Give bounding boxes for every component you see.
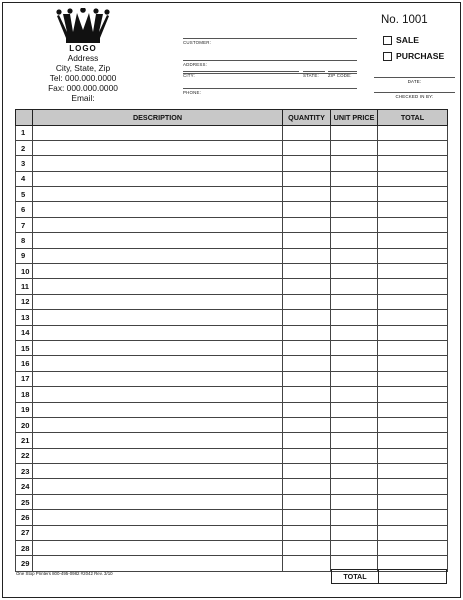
unit-price-cell[interactable] xyxy=(331,264,378,279)
row-number: 15 xyxy=(16,340,33,355)
description-cell[interactable] xyxy=(33,479,283,494)
city-label: CITY: xyxy=(183,73,195,78)
table-row xyxy=(16,279,448,294)
description-cell[interactable] xyxy=(33,294,283,309)
quantity-cell[interactable] xyxy=(283,294,331,309)
address-label: ADDRESS: xyxy=(183,62,208,67)
sale-option[interactable] xyxy=(383,35,419,45)
quantity-cell[interactable] xyxy=(283,417,331,432)
company-tel: Tel: 000.000.0000 xyxy=(49,73,117,83)
unit-price-cell[interactable] xyxy=(331,356,378,371)
order-number: No. 1001 xyxy=(381,14,428,26)
unit-price-cell[interactable] xyxy=(331,541,378,556)
date-field[interactable] xyxy=(374,77,455,84)
quantity-cell[interactable] xyxy=(283,356,331,371)
grand-total-label: TOTAL xyxy=(332,570,379,583)
table-row xyxy=(16,202,448,217)
total-cell[interactable] xyxy=(378,525,448,540)
table-row xyxy=(16,525,448,540)
col-header-quantity: QUANTITY xyxy=(283,110,331,126)
unit-price-cell[interactable] xyxy=(331,279,378,294)
total-cell[interactable] xyxy=(378,171,448,186)
purchase-option[interactable] xyxy=(383,51,444,61)
row-number: 23 xyxy=(16,464,33,479)
row-number: 8 xyxy=(16,233,33,248)
quantity-cell[interactable] xyxy=(283,510,331,525)
quantity-cell[interactable] xyxy=(283,310,331,325)
description-cell[interactable] xyxy=(33,233,283,248)
quantity-cell[interactable] xyxy=(283,387,331,402)
unit-price-cell[interactable] xyxy=(331,310,378,325)
table-row xyxy=(16,433,448,448)
quantity-cell[interactable] xyxy=(283,171,331,186)
quantity-cell[interactable] xyxy=(283,248,331,263)
row-number: 16 xyxy=(16,356,33,371)
unit-price-cell[interactable] xyxy=(331,371,378,386)
row-number: 14 xyxy=(16,325,33,340)
row-number: 4 xyxy=(16,171,33,186)
description-cell[interactable] xyxy=(33,541,283,556)
unit-price-cell[interactable] xyxy=(331,464,378,479)
unit-price-cell[interactable] xyxy=(331,433,378,448)
table-row xyxy=(16,325,448,340)
total-cell[interactable] xyxy=(378,125,448,140)
quantity-cell[interactable] xyxy=(283,125,331,140)
total-cell[interactable] xyxy=(378,140,448,155)
unit-price-cell[interactable] xyxy=(331,494,378,509)
col-header-description: DESCRIPTION xyxy=(33,110,283,126)
total-cell[interactable] xyxy=(378,402,448,417)
description-cell[interactable] xyxy=(33,556,283,571)
quantity-cell[interactable] xyxy=(283,479,331,494)
row-number: 13 xyxy=(16,310,33,325)
table-row xyxy=(16,417,448,432)
table-row xyxy=(16,233,448,248)
description-cell[interactable] xyxy=(33,171,283,186)
quantity-cell[interactable] xyxy=(283,494,331,509)
total-cell[interactable] xyxy=(378,325,448,340)
description-cell[interactable] xyxy=(33,202,283,217)
unit-price-cell[interactable] xyxy=(331,387,378,402)
description-cell[interactable] xyxy=(33,433,283,448)
table-row xyxy=(16,140,448,155)
description-cell[interactable] xyxy=(33,417,283,432)
description-cell[interactable] xyxy=(33,140,283,155)
unit-price-cell[interactable] xyxy=(331,233,378,248)
unit-price-cell[interactable] xyxy=(331,325,378,340)
total-cell[interactable] xyxy=(378,202,448,217)
total-cell[interactable] xyxy=(378,233,448,248)
city-field[interactable] xyxy=(183,71,299,79)
total-cell[interactable] xyxy=(378,448,448,463)
table-row xyxy=(16,264,448,279)
table-row xyxy=(16,464,448,479)
col-header-total: TOTAL xyxy=(378,110,448,126)
col-header-number xyxy=(16,110,33,126)
row-number: 6 xyxy=(16,202,33,217)
quantity-cell[interactable] xyxy=(283,217,331,232)
description-cell[interactable] xyxy=(33,448,283,463)
company-fax: Fax: 000.000.0000 xyxy=(48,83,118,93)
table-row xyxy=(16,125,448,140)
description-cell[interactable] xyxy=(33,156,283,171)
row-number: 5 xyxy=(16,187,33,202)
unit-price-cell[interactable] xyxy=(331,402,378,417)
printer-credit: One Stop Printers 800-495-0982 #2042 Rev. 3/10 xyxy=(16,571,113,576)
row-number: 29 xyxy=(16,556,33,571)
table-row xyxy=(16,356,448,371)
purchase-label: PURCHASE xyxy=(396,51,445,61)
quantity-cell[interactable] xyxy=(283,279,331,294)
quantity-cell[interactable] xyxy=(283,264,331,279)
row-number: 20 xyxy=(16,417,33,432)
zip-field[interactable] xyxy=(328,71,357,79)
quantity-cell[interactable] xyxy=(283,187,331,202)
quantity-cell[interactable] xyxy=(283,140,331,155)
row-number: 2 xyxy=(16,140,33,155)
customer-label: CUSTOMER: xyxy=(183,40,212,45)
crown-logo-icon xyxy=(53,8,113,44)
total-cell[interactable] xyxy=(378,541,448,556)
table-row xyxy=(16,340,448,355)
quantity-cell[interactable] xyxy=(283,525,331,540)
unit-price-cell[interactable] xyxy=(331,525,378,540)
row-number: 17 xyxy=(16,371,33,386)
total-cell[interactable] xyxy=(378,417,448,432)
unit-price-cell[interactable] xyxy=(331,340,378,355)
sale-checkbox[interactable] xyxy=(383,36,392,45)
unit-price-cell[interactable] xyxy=(331,125,378,140)
row-number: 12 xyxy=(16,294,33,309)
phone-label: PHONE: xyxy=(183,90,202,95)
company-city-state-zip: City, State, Zip xyxy=(55,63,111,73)
purchase-checkbox[interactable] xyxy=(383,52,392,61)
col-header-unit-price: UNIT PRICE xyxy=(331,110,378,126)
row-number: 28 xyxy=(16,541,33,556)
total-cell[interactable] xyxy=(378,310,448,325)
row-number: 22 xyxy=(16,448,33,463)
row-number: 24 xyxy=(16,479,33,494)
table-row xyxy=(16,187,448,202)
quantity-cell[interactable] xyxy=(283,433,331,448)
unit-price-cell[interactable] xyxy=(331,140,378,155)
row-number: 7 xyxy=(16,217,33,232)
company-email: Email: xyxy=(71,93,95,103)
logo-label: LOGO xyxy=(69,44,97,53)
row-number: 26 xyxy=(16,510,33,525)
description-cell[interactable] xyxy=(33,248,283,263)
unit-price-cell[interactable] xyxy=(331,171,378,186)
address-field[interactable] xyxy=(183,49,357,67)
row-number: 21 xyxy=(16,433,33,448)
row-number: 11 xyxy=(16,279,33,294)
description-cell[interactable] xyxy=(33,187,283,202)
description-cell[interactable] xyxy=(33,217,283,232)
table-row xyxy=(16,448,448,463)
description-cell[interactable] xyxy=(33,494,283,509)
description-cell[interactable] xyxy=(33,356,283,371)
quantity-cell[interactable] xyxy=(283,541,331,556)
total-cell[interactable] xyxy=(378,217,448,232)
state-label: STATE: xyxy=(303,73,319,78)
company-address: Address xyxy=(67,53,99,63)
description-cell[interactable] xyxy=(33,510,283,525)
unit-price-cell[interactable] xyxy=(331,202,378,217)
description-cell[interactable] xyxy=(33,402,283,417)
table-header-row xyxy=(16,110,448,126)
total-cell[interactable] xyxy=(378,340,448,355)
table-row xyxy=(16,494,448,509)
checked-by-label: CHECKED IN BY: xyxy=(395,94,434,99)
table-row xyxy=(16,294,448,309)
table-row xyxy=(16,217,448,232)
row-number: 27 xyxy=(16,525,33,540)
description-cell[interactable] xyxy=(33,310,283,325)
description-cell[interactable] xyxy=(33,325,283,340)
row-number: 18 xyxy=(16,387,33,402)
table-row xyxy=(16,156,448,171)
description-cell[interactable] xyxy=(33,464,283,479)
table-row xyxy=(16,510,448,525)
table-row xyxy=(16,479,448,494)
total-cell[interactable] xyxy=(378,479,448,494)
row-number: 1 xyxy=(16,125,33,140)
total-cell[interactable] xyxy=(378,248,448,263)
unit-price-cell[interactable] xyxy=(331,479,378,494)
unit-price-cell[interactable] xyxy=(331,217,378,232)
unit-price-cell[interactable] xyxy=(331,187,378,202)
total-cell[interactable] xyxy=(378,371,448,386)
description-cell[interactable] xyxy=(33,371,283,386)
quantity-cell[interactable] xyxy=(283,464,331,479)
row-number: 9 xyxy=(16,248,33,263)
total-cell[interactable] xyxy=(378,279,448,294)
state-field[interactable] xyxy=(303,71,325,79)
unit-price-cell[interactable] xyxy=(331,156,378,171)
unit-price-cell[interactable] xyxy=(331,294,378,309)
total-cell[interactable] xyxy=(378,510,448,525)
quantity-cell[interactable] xyxy=(283,371,331,386)
table-row xyxy=(16,541,448,556)
total-cell[interactable] xyxy=(378,433,448,448)
checked-by-field[interactable] xyxy=(374,92,455,99)
description-cell[interactable] xyxy=(33,525,283,540)
unit-price-cell[interactable] xyxy=(331,448,378,463)
total-cell[interactable] xyxy=(378,356,448,371)
company-block xyxy=(38,8,128,103)
description-cell[interactable] xyxy=(33,340,283,355)
table-row xyxy=(16,171,448,186)
quantity-cell[interactable] xyxy=(283,233,331,248)
unit-price-cell[interactable] xyxy=(331,248,378,263)
quantity-cell[interactable] xyxy=(283,340,331,355)
description-cell[interactable] xyxy=(33,279,283,294)
customer-field[interactable] xyxy=(183,27,357,45)
total-cell[interactable] xyxy=(378,294,448,309)
row-number: 19 xyxy=(16,402,33,417)
total-cell[interactable] xyxy=(378,187,448,202)
table-row xyxy=(16,310,448,325)
row-number: 10 xyxy=(16,264,33,279)
grand-total-box xyxy=(331,569,447,584)
date-label: DATE: xyxy=(407,79,422,84)
quantity-cell[interactable] xyxy=(283,556,331,571)
unit-price-cell[interactable] xyxy=(331,510,378,525)
quantity-cell[interactable] xyxy=(283,325,331,340)
sale-label: SALE xyxy=(396,35,419,45)
total-cell[interactable] xyxy=(378,264,448,279)
description-cell[interactable] xyxy=(33,125,283,140)
table-row xyxy=(16,387,448,402)
description-cell[interactable] xyxy=(33,264,283,279)
table-row xyxy=(16,248,448,263)
description-cell[interactable] xyxy=(33,387,283,402)
unit-price-cell[interactable] xyxy=(331,417,378,432)
quantity-cell[interactable] xyxy=(283,202,331,217)
items-table xyxy=(15,109,448,572)
total-cell[interactable] xyxy=(378,387,448,402)
row-number: 3 xyxy=(16,156,33,171)
total-cell[interactable] xyxy=(378,494,448,509)
quantity-cell[interactable] xyxy=(283,448,331,463)
table-row xyxy=(16,371,448,386)
quantity-cell[interactable] xyxy=(283,402,331,417)
phone-field[interactable] xyxy=(183,88,357,96)
total-cell[interactable] xyxy=(378,156,448,171)
table-row xyxy=(16,402,448,417)
zip-label: ZIP CODE: xyxy=(328,73,352,78)
quantity-cell[interactable] xyxy=(283,156,331,171)
grand-total-field[interactable] xyxy=(379,570,446,583)
total-cell[interactable] xyxy=(378,464,448,479)
row-number: 25 xyxy=(16,494,33,509)
